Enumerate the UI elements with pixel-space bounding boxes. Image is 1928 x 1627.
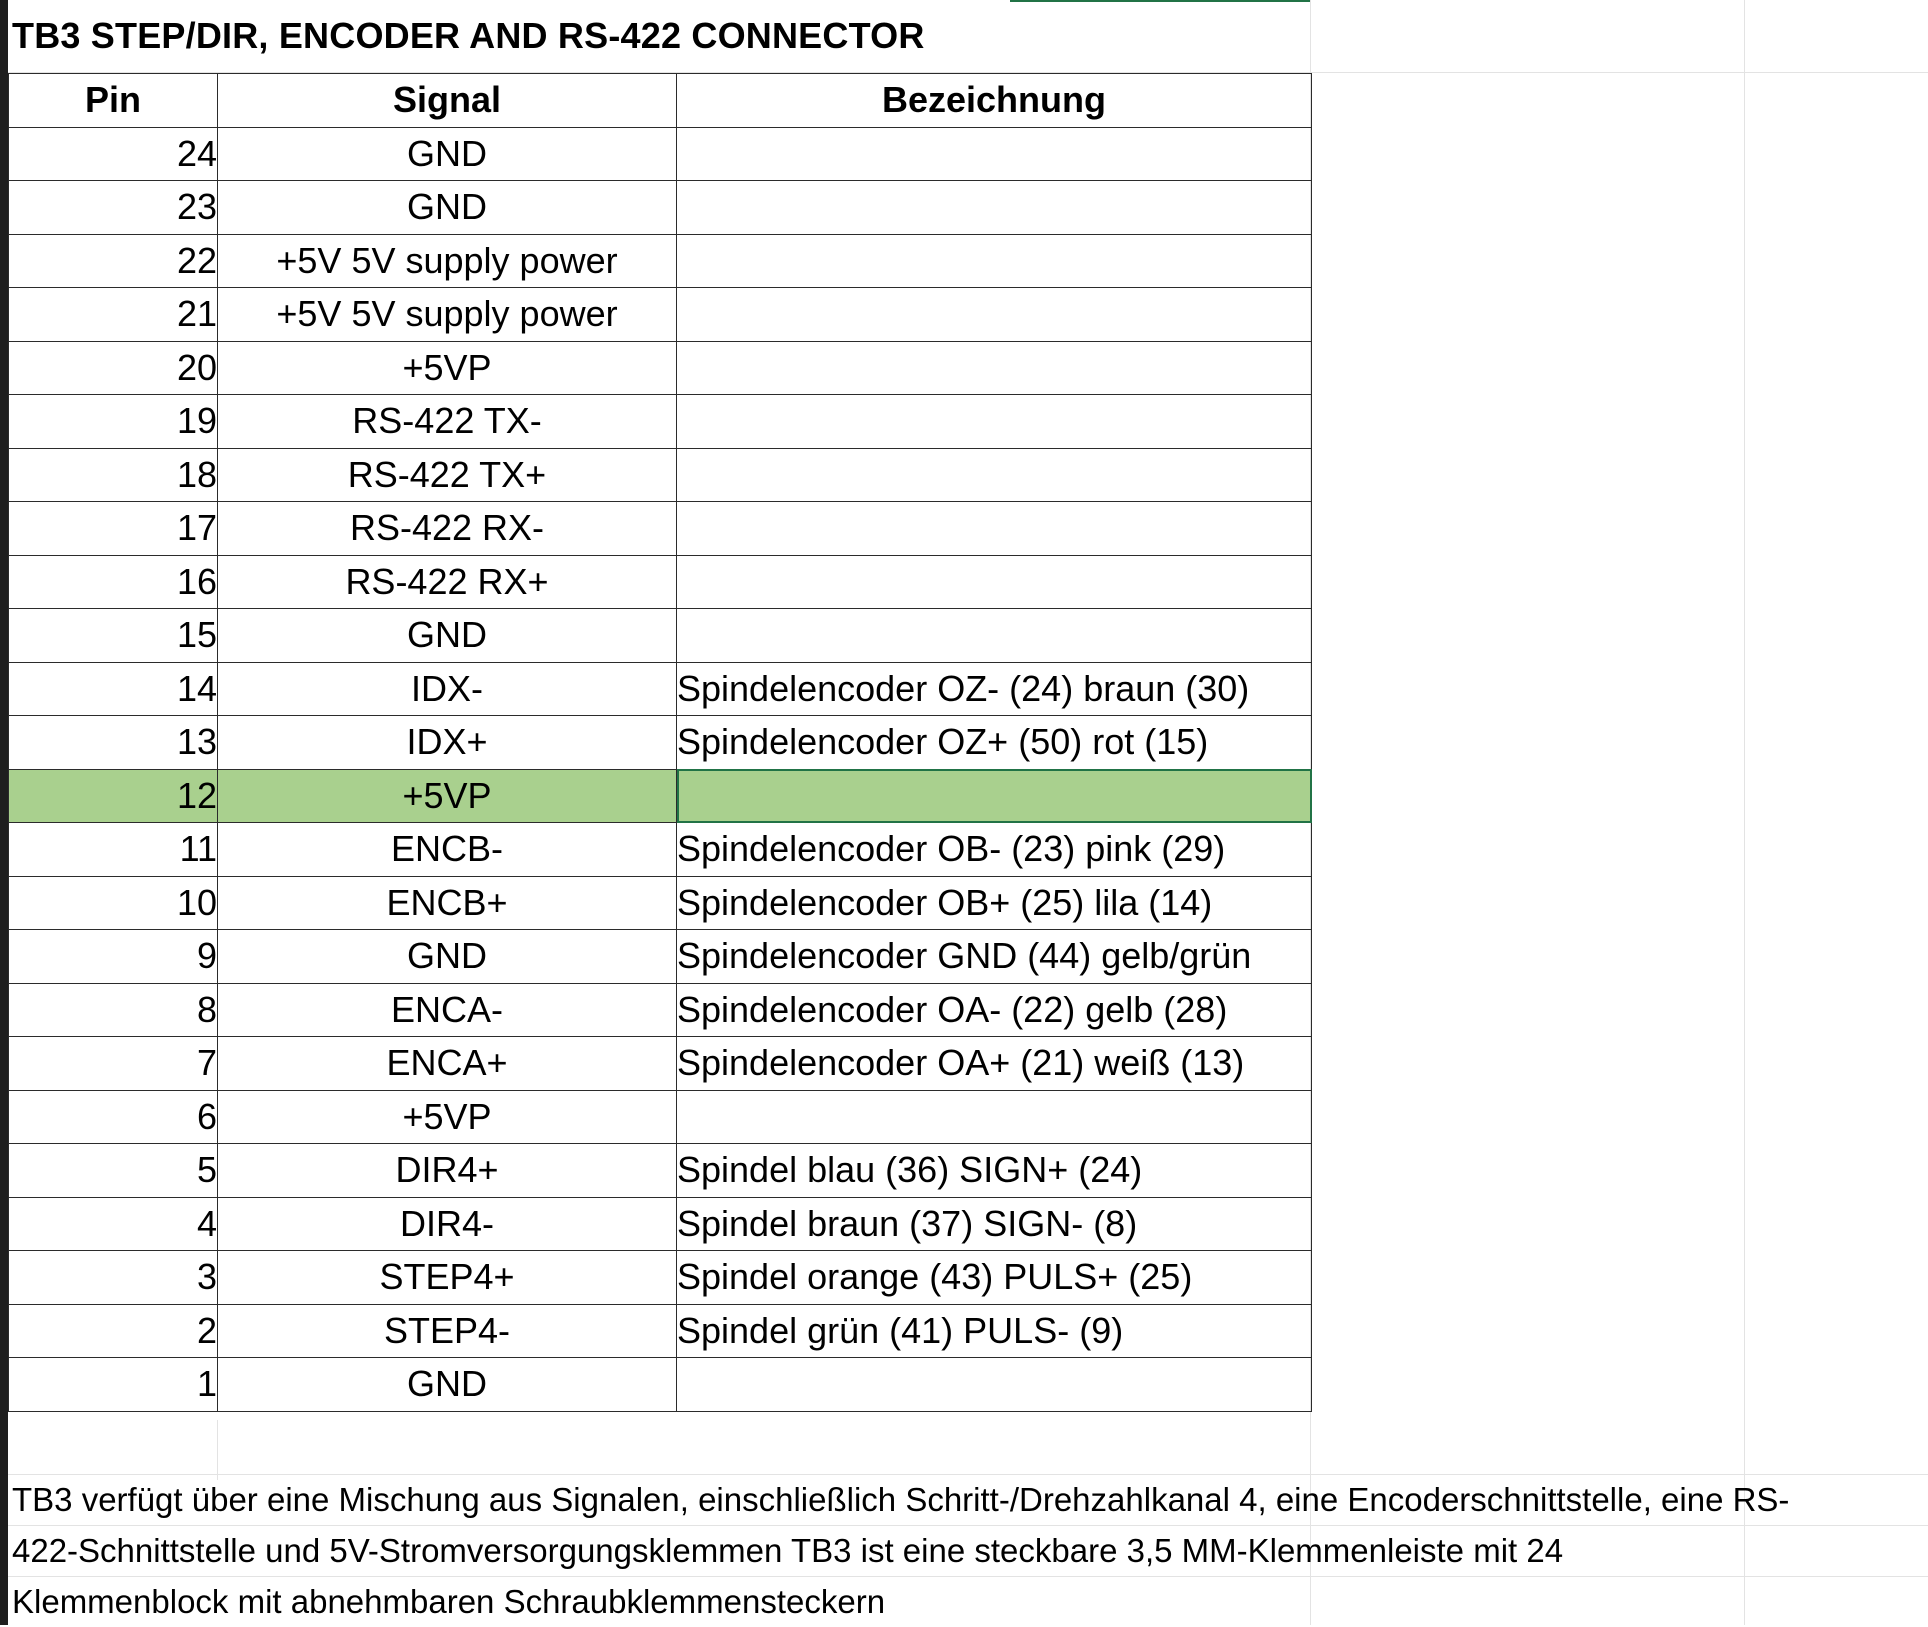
signal-cell[interactable]: +5VP (218, 1090, 677, 1144)
pin-cell[interactable]: 4 (9, 1197, 218, 1251)
pin-cell[interactable]: 24 (9, 127, 218, 181)
pin-cell[interactable]: 13 (9, 716, 218, 770)
pin-cell[interactable]: 7 (9, 1037, 218, 1091)
bezeichnung-cell[interactable] (677, 769, 1312, 823)
table-row (9, 395, 1312, 449)
signal-cell[interactable]: STEP4+ (218, 1251, 677, 1305)
column-header-signal[interactable]: Signal (218, 74, 677, 128)
column-header-pin[interactable]: Pin (9, 74, 218, 128)
bezeichnung-cell[interactable] (677, 1358, 1312, 1412)
table-row (9, 983, 1312, 1037)
gridline (217, 1420, 218, 1480)
bezeichnung-cell[interactable]: Spindelencoder OB+ (25) lila (14) (677, 876, 1312, 930)
bezeichnung-cell[interactable]: Spindelencoder GND (44) gelb/grün (677, 930, 1312, 984)
pin-cell[interactable]: 15 (9, 609, 218, 663)
signal-cell[interactable]: GND (218, 1358, 677, 1412)
table-header-row (9, 74, 1312, 128)
pin-cell[interactable]: 6 (9, 1090, 218, 1144)
pin-cell[interactable]: 16 (9, 555, 218, 609)
signal-cell[interactable]: IDX- (218, 662, 677, 716)
table-row (9, 555, 1312, 609)
signal-cell[interactable]: +5VP (218, 769, 677, 823)
description-line: 422-Schnittstelle und 5V-Stromversorgungsklemmen TB3 ist eine steckbare 3,5 MM-Klemmenleiste mit 24 (12, 1532, 1564, 1569)
signal-cell[interactable]: +5VP (218, 341, 677, 395)
table-row (9, 1197, 1312, 1251)
column-header-bezeichnung[interactable]: Bezeichnung (677, 74, 1312, 128)
bezeichnung-cell[interactable]: Spindelencoder OZ- (24) braun (30) (677, 662, 1312, 716)
table-row (9, 1037, 1312, 1091)
table-row (9, 127, 1312, 181)
table-row (9, 823, 1312, 877)
gridline (1744, 0, 1745, 1625)
pin-cell[interactable]: 19 (9, 395, 218, 449)
table-row (9, 234, 1312, 288)
bezeichnung-cell[interactable] (677, 502, 1312, 556)
table-row (9, 181, 1312, 235)
table-row (9, 662, 1312, 716)
pin-cell[interactable]: 11 (9, 823, 218, 877)
signal-cell[interactable]: RS-422 TX- (218, 395, 677, 449)
description-cell[interactable] (12, 1474, 1912, 1627)
bezeichnung-cell[interactable]: Spindel braun (37) SIGN- (8) (677, 1197, 1312, 1251)
bezeichnung-cell[interactable]: Spindelencoder OB- (23) pink (29) (677, 823, 1312, 877)
signal-cell[interactable]: GND (218, 181, 677, 235)
pin-cell[interactable]: 17 (9, 502, 218, 556)
signal-cell[interactable]: ENCB- (218, 823, 677, 877)
table-row (9, 1304, 1312, 1358)
signal-cell[interactable]: ENCA- (218, 983, 677, 1037)
active-cell-accent (1010, 0, 1310, 2)
bezeichnung-cell[interactable] (677, 234, 1312, 288)
pin-cell[interactable]: 10 (9, 876, 218, 930)
signal-cell[interactable]: RS-422 RX+ (218, 555, 677, 609)
bezeichnung-cell[interactable]: Spindelencoder OA- (22) gelb (28) (677, 983, 1312, 1037)
bezeichnung-cell[interactable] (677, 395, 1312, 449)
pin-cell[interactable]: 14 (9, 662, 218, 716)
pin-cell[interactable]: 18 (9, 448, 218, 502)
bezeichnung-cell[interactable]: Spindelencoder OZ+ (50) rot (15) (677, 716, 1312, 770)
table-row (9, 1251, 1312, 1305)
pin-cell[interactable]: 2 (9, 1304, 218, 1358)
signal-cell[interactable]: DIR4- (218, 1197, 677, 1251)
table-row (9, 876, 1312, 930)
table-row (9, 930, 1312, 984)
pin-cell[interactable]: 9 (9, 930, 218, 984)
pin-cell[interactable]: 12 (9, 769, 218, 823)
signal-cell[interactable]: ENCA+ (218, 1037, 677, 1091)
table-row (9, 502, 1312, 556)
signal-cell[interactable]: +5V 5V supply power (218, 234, 677, 288)
signal-cell[interactable]: IDX+ (218, 716, 677, 770)
signal-cell[interactable]: RS-422 RX- (218, 502, 677, 556)
bezeichnung-cell[interactable] (677, 1090, 1312, 1144)
bezeichnung-cell[interactable]: Spindel orange (43) PULS+ (25) (677, 1251, 1312, 1305)
signal-cell[interactable]: RS-422 TX+ (218, 448, 677, 502)
signal-cell[interactable]: DIR4+ (218, 1144, 677, 1198)
signal-cell[interactable]: GND (218, 609, 677, 663)
description-line: TB3 verfügt über eine Mischung aus Signalen, einschließlich Schritt-/Drehzahlkanal 4, eine Encoderschnittstelle, eine RS- (12, 1481, 1790, 1518)
window-left-edge (0, 0, 8, 1625)
table-row (9, 448, 1312, 502)
bezeichnung-cell[interactable] (677, 288, 1312, 342)
pin-cell[interactable]: 8 (9, 983, 218, 1037)
pin-cell[interactable]: 21 (9, 288, 218, 342)
pin-cell[interactable]: 23 (9, 181, 218, 235)
bezeichnung-cell[interactable]: Spindel blau (36) SIGN+ (24) (677, 1144, 1312, 1198)
table-row (9, 1358, 1312, 1412)
pin-table[interactable] (8, 73, 1312, 1412)
table-row (9, 716, 1312, 770)
table-row (9, 1090, 1312, 1144)
bezeichnung-cell[interactable] (677, 609, 1312, 663)
signal-cell[interactable]: GND (218, 127, 677, 181)
table-row (9, 769, 1312, 823)
bezeichnung-cell[interactable] (677, 127, 1312, 181)
bezeichnung-cell[interactable] (677, 341, 1312, 395)
bezeichnung-cell[interactable] (677, 181, 1312, 235)
bezeichnung-cell[interactable]: Spindel grün (41) PULS- (9) (677, 1304, 1312, 1358)
signal-cell[interactable]: GND (218, 930, 677, 984)
bezeichnung-cell[interactable] (677, 448, 1312, 502)
pin-cell[interactable]: 22 (9, 234, 218, 288)
pin-cell[interactable]: 1 (9, 1358, 218, 1412)
signal-cell[interactable]: STEP4- (218, 1304, 677, 1358)
bezeichnung-cell[interactable]: Spindelencoder OA+ (21) weiß (13) (677, 1037, 1312, 1091)
pin-cell[interactable]: 5 (9, 1144, 218, 1198)
bezeichnung-cell[interactable] (677, 555, 1312, 609)
pin-cell[interactable]: 3 (9, 1251, 218, 1305)
signal-cell[interactable]: +5V 5V supply power (218, 288, 677, 342)
sheet-title[interactable]: TB3 STEP/DIR, ENCODER AND RS-422 CONNECTOR (12, 15, 925, 56)
table-row (9, 288, 1312, 342)
pin-table-body (9, 127, 1312, 1411)
table-row (9, 341, 1312, 395)
signal-cell[interactable]: ENCB+ (218, 876, 677, 930)
table-row (9, 1144, 1312, 1198)
pin-cell[interactable]: 20 (9, 341, 218, 395)
description-line: Klemmenblock mit abnehmbaren Schraubklemmensteckern (12, 1583, 886, 1620)
table-row (9, 609, 1312, 663)
